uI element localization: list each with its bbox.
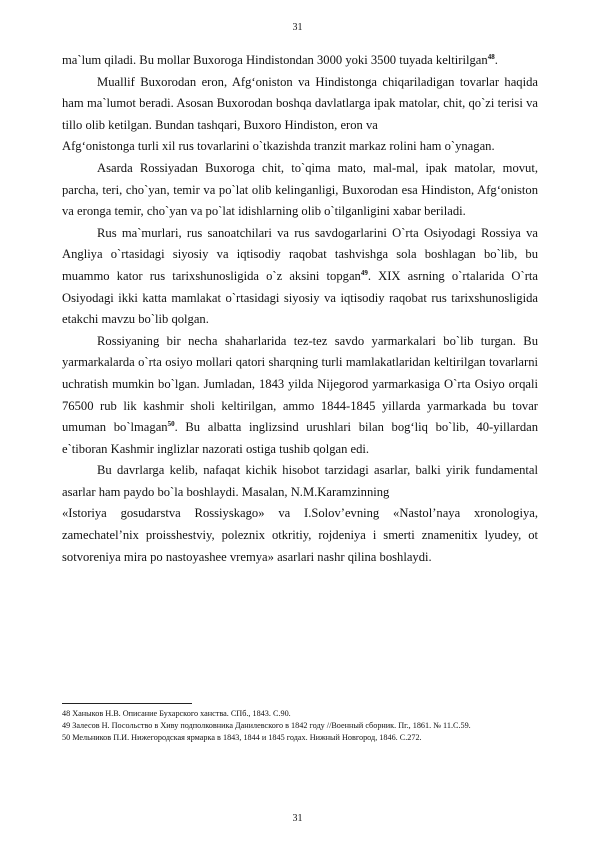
paragraph	[62, 331, 538, 461]
page-number-bottom: 31	[292, 813, 303, 824]
paragraph	[62, 158, 538, 223]
text-run: .	[494, 53, 498, 67]
footnote-ref: 50	[167, 419, 175, 428]
page-number-top: 31	[292, 22, 303, 33]
text-run: Asarda Rossiyadan Buxoroga chit, to`qima mato, mal-mal, ipak matolar, movut, parcha, teri, cho`yan, temir va po`lat olib kelinganligi, Buxorodan esa Hindiston, Afg‘oniston va eronga temir, cho`yan va po`lat idishlarning olib o`tilganligini xabar beriladi.	[62, 160, 538, 219]
paragraph	[62, 72, 538, 137]
text-run: Bu davrlarga kelib, nafaqat kichik hisobot tarzidagi asarlar, balki yirik fundamental asarlar ham paydo bo`la boshlaydi. Masalan, N.M.Karamzinning	[62, 463, 538, 499]
text-run: Afg‘onistonga turli xil rus tovarlarini o`tkazishda tranzit markaz rolini ham o`ynagan.	[62, 139, 495, 154]
main-text	[62, 50, 538, 568]
paragraph	[62, 223, 538, 331]
text-run: Rossiyaning bir necha shaharlarida tez-tez savdo yarmarkalari bo`lib turgan. Bu yarmarkalarda o`rta osiyo mollari qatori sharqning turli mamlakatlaridan keltirilgan tovarlarni uchratish mumkin bo`lgan. Jumladan, 1843 yilda Nijegorod yarmarkasiga O`rta Osiyo orqali 76500 rub lik kashmir sholi keltirilgan, ammo 1844-1845 yillarda yarmarkada bu tovar umuman bo`lmagan	[62, 333, 538, 435]
footnote-49: 49 Залесов Н. Посольство в Хиву подполковника Данилевского в 1842 году //Военный сборник. Пг., 1861. № 11.С.59.	[62, 721, 471, 730]
text-run: «Istoriya gosudarstva Rossiyskago» va I.Solov’evning «Nastol’naya xronologiya, zamechatel’nix proisshestviy, poleznix otkritiy, rojdeniya i smerti znamenitix lyudey, ot sotvoreniya mira po nastoyashee vremya» asarlari nashr qilina boshlaydi.	[62, 506, 538, 564]
text-run: Rus ma`murlari, rus sanoatchilari va rus savdogarlarini O`rta Osiyodagi Rossiya va Angliya o`rtasidagi siyosiy va iqtisodiy raqobat tashvishga sola boshlagan bo`lib, bu muammo kator rus tarixshunosligida o`z aksini topgan	[62, 225, 538, 283]
footnote-ref: 49	[360, 268, 368, 277]
footnote-50: 50 Мельников П.И. Нижегородская ярмарка в 1843, 1844 и 1845 годах. Нижный Новгород, 1846. С.272.	[62, 733, 422, 742]
text-run: . XIX asrning o`rtalarida O`rta Osiyodagi ikki katta mamlakat o`rtasidagi siyosiy va iqtisodiy raqobat rus tarixshunosligida etakchi mavzu bo`lib qolgan.	[62, 268, 538, 327]
text-run: . Bu albatta inglizsind urushlari bilan bog‘liq bo`lib, 40-yillardan e`tiboran Kashmir inglizlar nazorati ostiga tushib qolgan edi.	[62, 420, 538, 456]
paragraph	[62, 136, 538, 158]
text-run: Muallif Buxorodan eron, Afg‘oniston va Hindistonga chiqariladigan tovarlar haqida ham ma`lumot beradi. Asosan Buxorodan boshqa davlatlarga ipak matolar, chit, qo`zi terisi va tillo olib ketilgan. Bundan tashqari, Buxoro Hindiston, eron va	[62, 74, 538, 132]
paragraph	[62, 50, 538, 72]
footnote-ref: 48	[487, 52, 495, 61]
footnotes	[62, 708, 538, 744]
text-run: ma`lum qiladi. Bu mollar Buxoroga Hindistondan 3000 yoki 3500 tuyada keltirilgan	[62, 53, 488, 67]
paragraph	[62, 503, 538, 568]
footnote-48: 48 Ханыков Н.В. Описание Бухарского ханства. СПб., 1843. С.90.	[62, 709, 291, 718]
paragraph	[62, 460, 538, 503]
footnote-divider	[62, 703, 192, 704]
